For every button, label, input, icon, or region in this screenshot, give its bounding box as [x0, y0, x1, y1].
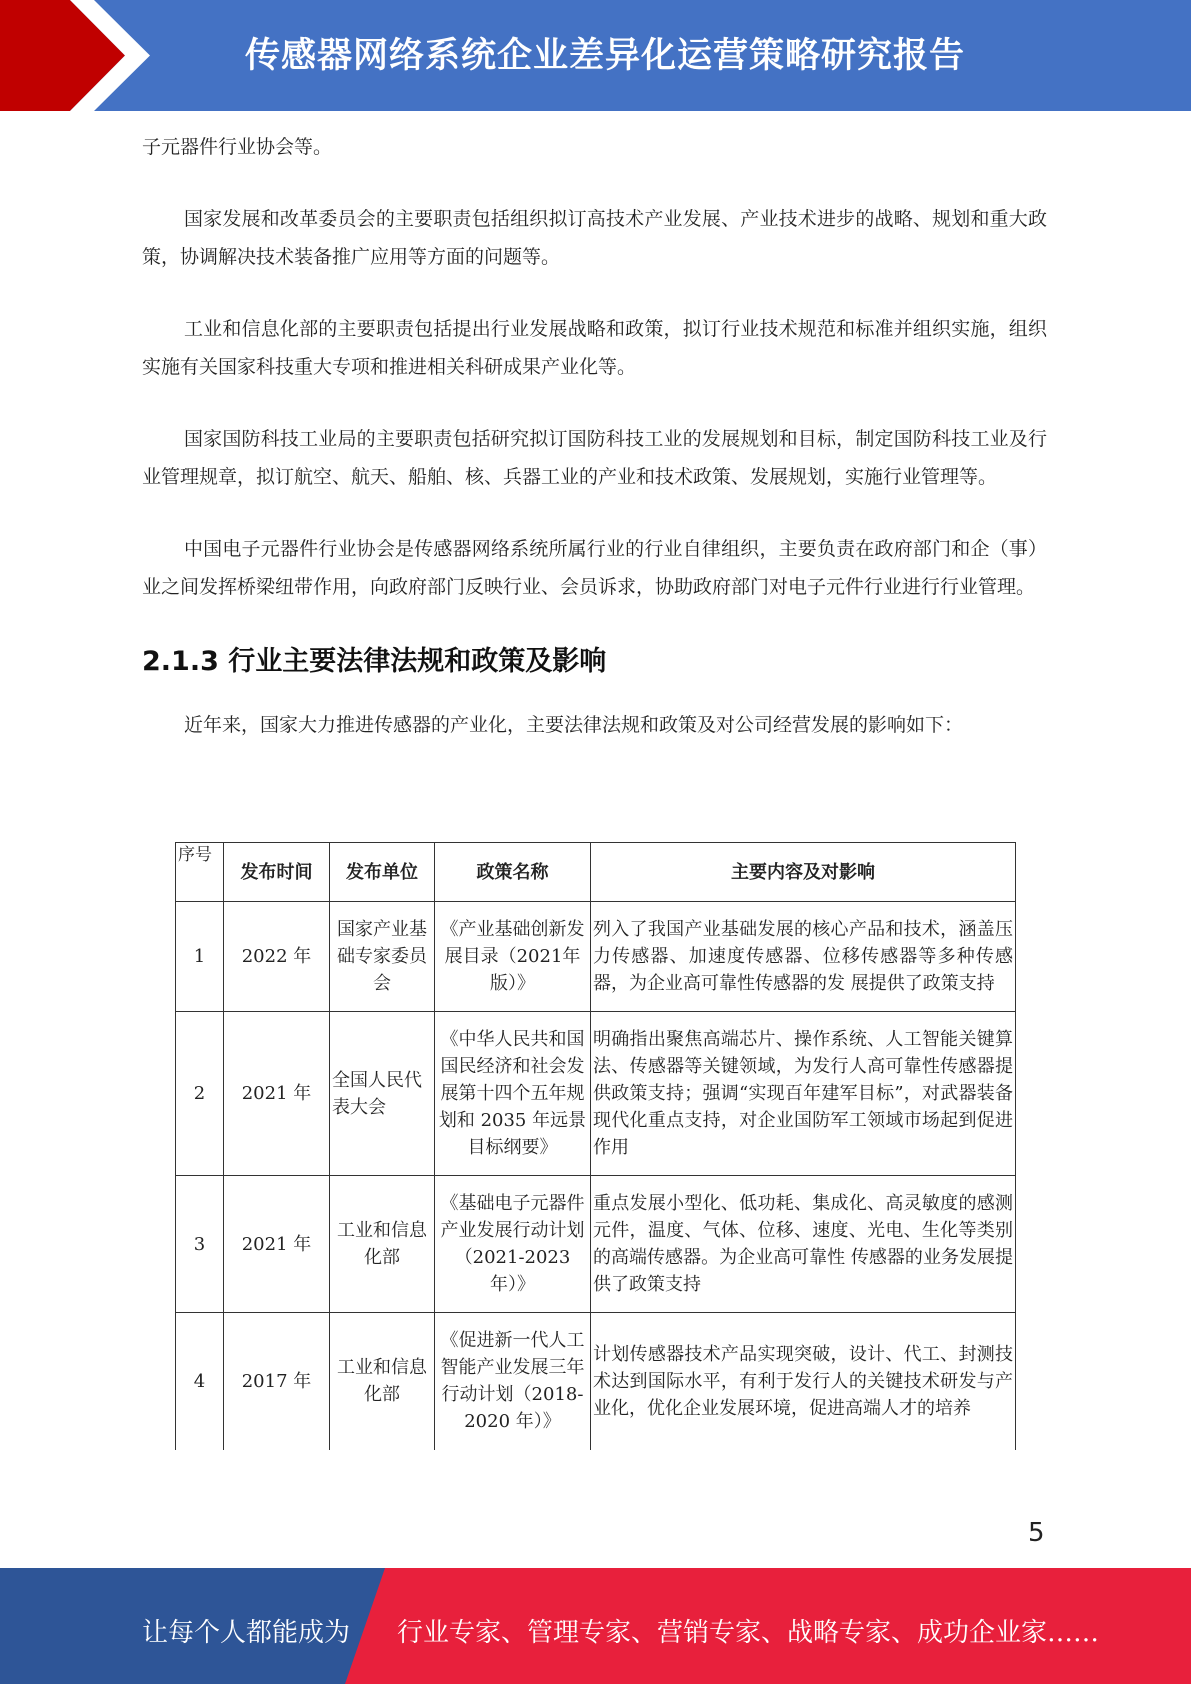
cell-content: 明确指出聚焦高端芯片、操作系统、人工智能关键算法、传感器等关键领域，为发行人高可靠性传感器提供政策支持；强调“实现百年建军目标”，对武器装备现代化重点支持，对企业国防军工领域市场起到促进作用 [591, 1012, 1016, 1176]
cell-policy: 《促进新一代人工智能产业发展三年行动计划（2018-2020 年）》 [435, 1313, 591, 1450]
report-title: 传感器网络系统企业差异化运营策略研究报告 [245, 36, 966, 76]
document-body [142, 128, 1047, 778]
section-intro: 近年来，国家大力推进传感器的产业化，主要法律法规和政策及对公司经营发展的影响如下： [184, 714, 964, 736]
cell-content: 重点发展小型化、低功耗、集成化、高灵敏度的感测元件，温度、气体、位移、速度、光电、生化等类别的高端传感器。为企业高可靠性 传感器的业务发展提供了政策支持 [591, 1176, 1016, 1313]
page-header [0, 0, 1191, 111]
page-footer [0, 1568, 1191, 1684]
cell-seq: 2 [176, 1012, 224, 1176]
page-number: 5 [1028, 1518, 1045, 1548]
cell-date: 2022 年 [224, 902, 330, 1012]
section-heading: 2.1.3 行业主要法律法规和政策及影响 [142, 646, 607, 677]
cell-seq: 3 [176, 1176, 224, 1313]
cell-content: 计划传感器技术产品实现突破，设计、代工、封测技术达到国际水平，有利于发行人的关键技术研发与产业化，优化企业发展环境，促进高端人才的培养 [591, 1313, 1016, 1450]
cell-policy: 《基础电子元器件产业发展行动计划（2021-2023 年）》 [435, 1176, 591, 1313]
header-issuer: 发布单位 [330, 843, 435, 902]
cell-seq: 4 [176, 1313, 224, 1450]
footer-slogan-right: 行业专家、管理专家、营销专家、战略专家、成功企业家…… [397, 1618, 1100, 1648]
paragraph-association: 中国电子元器件行业协会是传感器网络系统所属行业的行业自律组织，主要负责在政府部门和企（事）业之间发挥桥梁纽带作用，向政府部门反映行业、会员诉求，协助政府部门对电子元件行业进行行业管理。 [142, 538, 1047, 598]
header-content: 主要内容及对影响 [591, 843, 1016, 902]
cell-policy: 《产业基础创新发展目录（2021年版）》 [435, 902, 591, 1012]
policy-table [175, 842, 1016, 1450]
cell-issuer: 工业和信息化部 [330, 1176, 435, 1313]
table-header-row [176, 843, 1016, 902]
paragraph-continued: 子元器件行业协会等。 [142, 136, 333, 158]
table-row [176, 902, 1016, 1012]
cell-content: 列入了我国产业基础发展的核心产品和技术，涵盖压力传感器、加速度传感器、位移传感器等多种传感器，为企业高可靠性传感器的发 展提供了政策支持 [591, 902, 1016, 1012]
header-arrow-decoration [0, 0, 160, 111]
cell-date: 2021 年 [224, 1176, 330, 1313]
cell-issuer: 国家产业基础专家委员会 [330, 902, 435, 1012]
header-policy: 政策名称 [435, 843, 591, 902]
header-seq: 序号 [176, 843, 224, 902]
cell-issuer: 工业和信息化部 [330, 1313, 435, 1450]
paragraph-ndrc: 国家发展和改革委员会的主要职责包括组织拟订高技术产业发展、产业技术进步的战略、规划和重大政策，协调解决技术装备推广应用等方面的问题等。 [142, 208, 1047, 268]
cell-date: 2021 年 [224, 1012, 330, 1176]
cell-policy: 《中华人民共和国国民经济和社会发展第十四个五年规划和 2035 年远景目标纲要》 [435, 1012, 591, 1176]
paragraph-sastind: 国家国防科技工业局的主要职责包括研究拟订国防科技工业的发展规划和目标，制定国防科技工业及行业管理规章，拟订航空、航天、船舶、核、兵器工业的产业和技术政策、发展规划，实施行业管理等。 [142, 428, 1047, 488]
table-row [176, 1012, 1016, 1176]
footer-slogan-left: 让每个人都能成为 [142, 1618, 351, 1648]
cell-seq: 1 [176, 902, 224, 1012]
table-row [176, 1313, 1016, 1450]
table-row [176, 1176, 1016, 1313]
paragraph-miit: 工业和信息化部的主要职责包括提出行业发展战略和政策，拟订行业技术规范和标准并组织实施，组织实施有关国家科技重大专项和推进相关科研成果产业化等。 [142, 318, 1047, 378]
cell-issuer: 全国人民代表大会 [330, 1012, 435, 1176]
cell-date: 2017 年 [224, 1313, 330, 1450]
header-date: 发布时间 [224, 843, 330, 902]
